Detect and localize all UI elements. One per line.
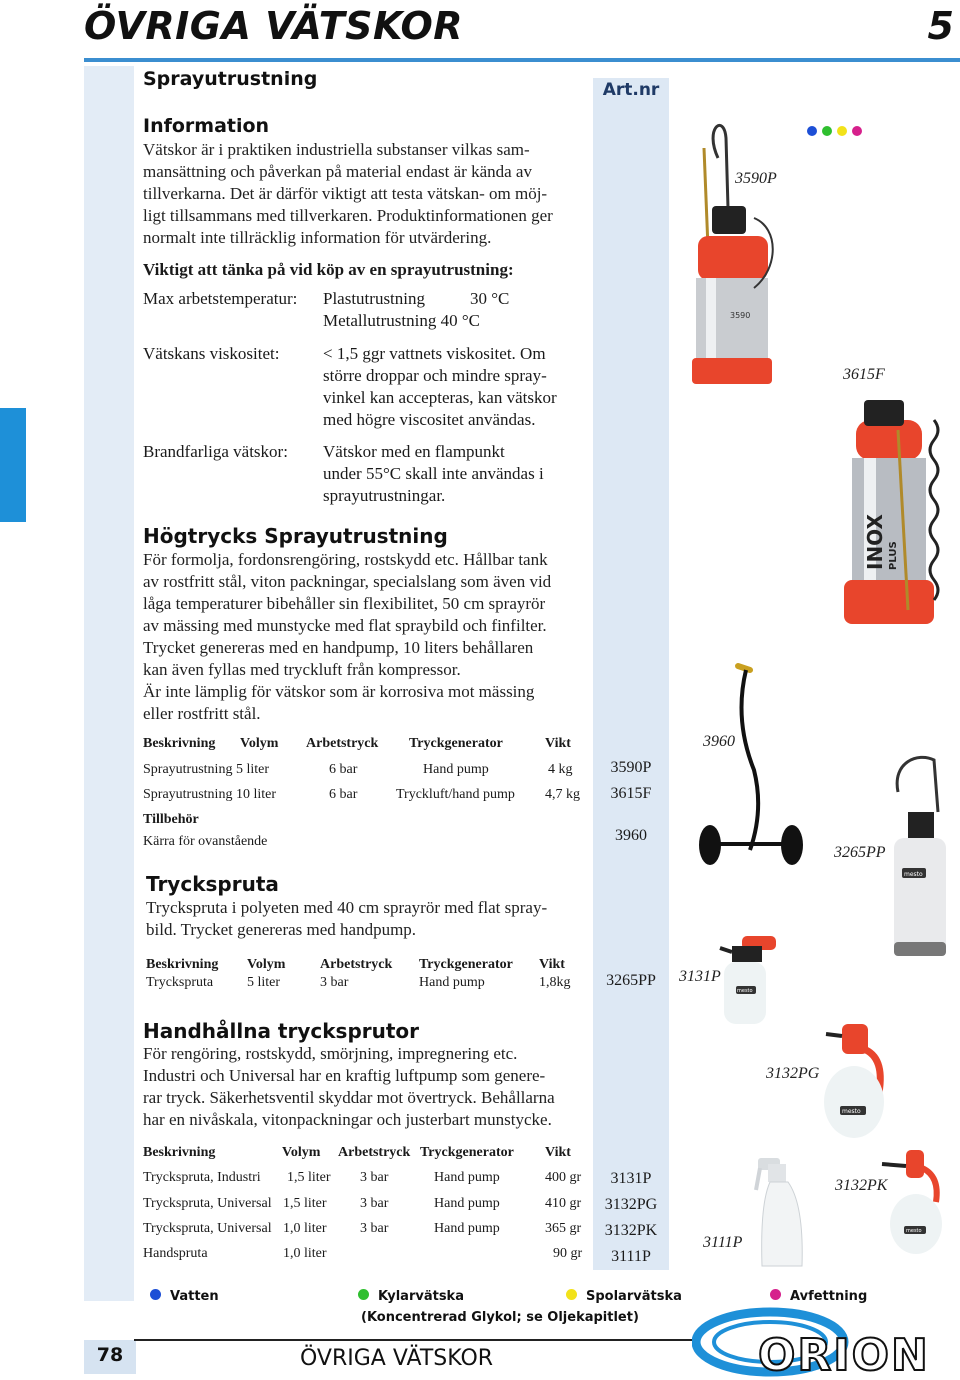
page-title: ÖVRIGA VÄTSKOR: [84, 4, 464, 48]
table-cell: Sprayutrustning 5 liter: [143, 762, 269, 777]
table-cell: Tryckspruta, Universal: [143, 1221, 272, 1236]
table-header: Beskrivning: [146, 957, 219, 972]
artnr-cell: 3590P: [610, 759, 652, 776]
table-header: Arbetstryck: [338, 1145, 411, 1160]
svg-text:mesto: mesto: [842, 1108, 861, 1115]
product-label-3132pk: 3132PK: [835, 1177, 888, 1194]
table-cell: 1,8kg: [539, 975, 571, 990]
product-label-3111p: 3111P: [703, 1234, 743, 1251]
legend-item-vatten: [150, 1287, 219, 1305]
artnr-cell: 3265PP: [606, 972, 656, 989]
table-header: Vikt: [545, 736, 571, 751]
handheld-line: har en nivåskala, vitonpackningar och justerbart munstycke.: [143, 1110, 552, 1129]
table-header: Tryckgenerator: [419, 957, 513, 972]
artnr-cell: 3615F: [610, 785, 652, 802]
handheld-line: För rengöring, rostskydd, smörjning, impregnering etc.: [143, 1044, 518, 1063]
product-image-3111p: [752, 1154, 812, 1272]
artnr-cell: 3132PK: [604, 1222, 658, 1239]
information-line: tillverkarna. Det är därför viktigt att testa vätskan- om möj-: [143, 184, 548, 203]
artnr-header: Art.nr: [602, 80, 660, 100]
flammable-line: sprayutrustningar.: [323, 486, 446, 505]
product-label-3960: 3960: [703, 733, 735, 750]
yellow-dot-icon: [566, 1289, 577, 1300]
artnr-cell: 3131P: [610, 1170, 652, 1187]
high-pressure-line: För formolja, fordonsrengöring, rostskydd etc. Hållbar tank: [143, 550, 548, 569]
green-dot-icon: [358, 1289, 369, 1300]
product-label-3590p: 3590P: [735, 170, 777, 187]
viscosity-line: större droppar och mindre spray-: [323, 366, 547, 385]
viscosity-label: Vätskans viskositet:: [143, 344, 280, 363]
table-cell: 410 gr: [545, 1196, 582, 1211]
legend-label: Spolarvätska: [586, 1289, 682, 1304]
table-header: Vikt: [539, 957, 565, 972]
table-cell: 3 bar: [320, 975, 349, 990]
left-color-band: [84, 66, 134, 1301]
table-cell: 3 bar: [360, 1170, 389, 1185]
product-image-3960: [694, 660, 806, 882]
table-header: Tryckgenerator: [409, 736, 503, 751]
information-text: [143, 139, 593, 249]
legend-label: Avfettning: [790, 1289, 868, 1304]
table-header: Beskrivning: [143, 736, 216, 751]
orion-logo-icon: [692, 1300, 954, 1378]
flammable-line: Vätskor med en flampunkt: [323, 442, 505, 461]
compat-dots-icon: [806, 125, 866, 137]
viscosity-line: med högre viscositet användas.: [323, 410, 536, 429]
product-image-3590p: [684, 118, 780, 390]
high-pressure-heading: Högtrycks Sprayutrustning: [143, 524, 448, 548]
product-label-3615f: 3615F: [843, 366, 885, 383]
high-pressure-line: Trycket genereras med en handpump, 10 liters behållaren: [143, 638, 534, 657]
table-cell: 1,0 liter: [283, 1246, 327, 1261]
svg-text:mesto: mesto: [906, 1228, 922, 1234]
table-cell: Hand pump: [434, 1196, 500, 1211]
blue-dot-icon: [150, 1289, 161, 1300]
table-cell: 90 gr: [553, 1246, 583, 1261]
artnr-cell: 3132PG: [604, 1196, 658, 1213]
viscosity-line: < 1,5 ggr vattnets viskositet. Om: [323, 344, 546, 363]
artnr-cell: 3960: [615, 827, 647, 844]
table-cell: 3 bar: [360, 1221, 389, 1236]
high-pressure-line: Är inte lämplig för vätskor som är korrosiva mot mässing: [143, 682, 535, 701]
legend-note: (Koncentrerad Glykol; se Oljekapitlet): [361, 1310, 639, 1325]
product-label-3132pg: 3132PG: [766, 1065, 820, 1082]
max-temp-metal: Metallutrustning 40 °C: [323, 311, 480, 330]
footer-rule: [134, 1339, 692, 1341]
product-image-3131p: [718, 930, 788, 1028]
table-cell: Hand pump: [419, 975, 485, 990]
svg-text:INOX: INOX: [863, 514, 887, 570]
artnr-cell: 3111P: [611, 1248, 651, 1265]
max-temp-label: Max arbetstemperatur:: [143, 289, 298, 308]
high-pressure-line: låga temperaturer bibehåller sin flexibilitet, 50 cm sprayrör: [143, 594, 546, 613]
flammable-label: Brandfarliga vätskor:: [143, 442, 288, 461]
svg-text:ORION: ORION: [758, 1330, 930, 1378]
table-header: Tryckgenerator: [420, 1145, 514, 1160]
table-cell: 4 kg: [548, 762, 573, 777]
legend-item-spolarvatska: [566, 1287, 682, 1305]
flammable-line: under 55°C skall inte användas i: [323, 464, 544, 483]
table-cell: 3 bar: [360, 1196, 389, 1211]
table-cell: Tryckspruta, Universal: [143, 1196, 272, 1211]
sprayer-line: Tryckspruta i polyeten med 40 cm sprayrör med flat spray-: [146, 898, 548, 917]
handheld-line: Industri och Universal har en kraftig luftpump som genere-: [143, 1066, 546, 1085]
table-cell: Hand pump: [423, 762, 489, 777]
high-pressure-line: kan även fyllas med tryckluft från kompressor.: [143, 660, 461, 679]
table-cell: Hand pump: [434, 1170, 500, 1185]
table-cell: 1,0 liter: [283, 1221, 327, 1236]
svg-text:PLUS: PLUS: [888, 541, 899, 570]
product-image-3615f: [838, 390, 950, 660]
high-pressure-line: eller rostfritt stål.: [143, 704, 261, 723]
table-header: Volym: [282, 1145, 321, 1160]
product-label-3131p: 3131P: [679, 968, 721, 985]
max-temp-plastic-value: 30 °C: [470, 289, 510, 308]
chapter-number: 5: [927, 4, 954, 48]
artnr-column-band: [593, 78, 669, 1270]
information-heading: Information: [143, 115, 270, 137]
handheld-text: [143, 1043, 593, 1131]
sprayer-text: [146, 897, 596, 941]
magenta-dot-icon: [770, 1289, 781, 1300]
product-image-3132pg: [820, 1020, 892, 1142]
header-rule: [84, 58, 960, 62]
table-cell: 400 gr: [545, 1170, 582, 1185]
viscosity-text: [323, 343, 557, 431]
handheld-line: rar tryck. Säkerhetsventil skyddar mot övertryck. Behållarna: [143, 1088, 555, 1107]
table-cell: Tryckluft/hand pump: [396, 787, 515, 802]
information-line: Vätskor är i praktiken industriella substanser vilkas sam-: [143, 140, 530, 159]
viscosity-line: vinkel kan accepteras, kan vätskor: [323, 388, 557, 407]
max-temp-plastic: Plastutrustning: [323, 289, 426, 308]
table-header: Volym: [240, 736, 279, 751]
svg-text:mesto: mesto: [904, 871, 923, 878]
table-header: Volym: [247, 957, 286, 972]
chapter-side-tab: [0, 408, 26, 522]
table-cell: Tryckspruta, Industri: [143, 1170, 261, 1185]
information-line: normalt inte tillräcklig information för utvärdering.: [143, 228, 492, 247]
fluid-compat-dots: [806, 124, 866, 136]
legend-item-kylarvatska: [358, 1287, 464, 1305]
high-pressure-text: [143, 549, 593, 725]
important-heading: Viktigt att tänka på vid köp av en sprayutrustning:: [143, 260, 514, 279]
table-cell: Handspruta: [143, 1246, 208, 1261]
table-cell: Tryckspruta: [146, 975, 214, 990]
table-cell: 365 gr: [545, 1221, 582, 1236]
information-line: ligt tillsammans med tillverkaren. Produktinformationen ger: [143, 206, 553, 225]
svg-text:mesto: mesto: [737, 988, 753, 994]
table-header: Beskrivning: [143, 1145, 216, 1160]
legend-label: Vatten: [170, 1289, 219, 1304]
product-image-3132pk: [872, 1146, 948, 1258]
table-cell: Sprayutrustning 10 liter: [143, 787, 276, 802]
sprayer-heading: Tryckspruta: [146, 872, 279, 896]
section-title: Sprayutrustning: [143, 68, 318, 90]
table-cell: 6 bar: [329, 762, 358, 777]
table-cell: 6 bar: [329, 787, 358, 802]
accessory-heading: Tillbehör: [143, 812, 199, 827]
flammable-text: [323, 441, 544, 507]
table-header: Arbetstryck: [320, 957, 393, 972]
legend-label: Kylarvätska: [378, 1289, 464, 1304]
orion-logo: [692, 1300, 954, 1378]
accessory-desc: Kärra för ovanstående: [143, 834, 268, 849]
information-line: mansättning och påverkan på material endast är kända av: [143, 162, 532, 181]
table-header: Arbetstryck: [306, 736, 379, 751]
product-label-3265pp: 3265PP: [834, 844, 886, 861]
table-cell: 1,5 liter: [287, 1170, 331, 1185]
high-pressure-line: av rostfritt stål, viton packningar, specialslang som även vid: [143, 572, 552, 591]
handheld-heading: Handhållna trycksprutor: [143, 1019, 420, 1043]
svg-text:3590: 3590: [730, 311, 751, 320]
table-cell: 5 liter: [247, 975, 281, 990]
table-header: Vikt: [545, 1145, 571, 1160]
product-image-3265pp: [888, 752, 952, 964]
page-number: 78: [96, 1344, 124, 1366]
sprayer-line: bild. Trycket genereras med handpump.: [146, 920, 417, 939]
table-cell: 4,7 kg: [545, 787, 580, 802]
table-cell: 1,5 liter: [283, 1196, 327, 1211]
table-cell: Hand pump: [434, 1221, 500, 1236]
high-pressure-line: av mässing med munstycke med flat spraybild och finfilter.: [143, 616, 547, 635]
footer-title: ÖVRIGA VÄTSKOR: [300, 1346, 494, 1371]
